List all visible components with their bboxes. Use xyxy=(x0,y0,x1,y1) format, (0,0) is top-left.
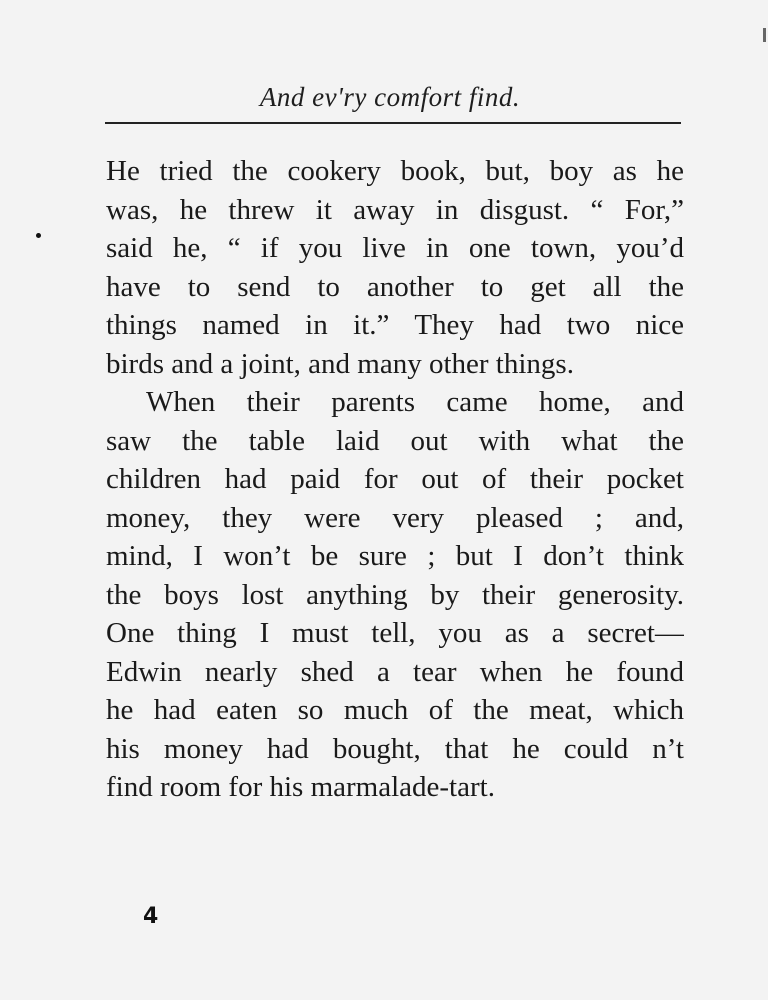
header-rule xyxy=(105,122,681,124)
text-line: find room for his marmalade-tart. xyxy=(106,771,495,803)
text-line: children had paid for out of their pocket xyxy=(106,463,684,495)
text-line: birds and a joint, and many other things. xyxy=(106,347,574,380)
text-line: was, he threw it away in disgust. “ For,” xyxy=(106,193,684,226)
text-line: One thing I must tell, you as a secret— xyxy=(106,617,684,649)
text-line: his money had bought, that he could n’t xyxy=(106,732,684,765)
text-line: the boys lost anything by their generosity. xyxy=(106,578,684,611)
text-line: he had eaten so much of the meat, which xyxy=(106,694,684,726)
text-line: things named in it.” They had two nice xyxy=(106,309,684,341)
text-line: When their parents came home, and xyxy=(146,386,684,418)
text-line: money, they were very pleased ; and, xyxy=(106,501,684,534)
scan-edge-mark xyxy=(763,28,766,42)
ink-speck xyxy=(36,233,41,238)
text-line: He tried the cookery book, but, boy as he xyxy=(106,155,684,187)
text-line: Edwin nearly shed a tear when he found xyxy=(106,655,684,688)
page-number: 4 xyxy=(143,904,159,929)
text-line: saw the table laid out with what the xyxy=(106,424,684,457)
text-line: have to send to another to get all the xyxy=(106,270,684,303)
running-header: And ev'ry comfort find. xyxy=(259,82,521,112)
body-text xyxy=(106,152,684,807)
text-line: said he, “ if you live in one town, you’d xyxy=(106,232,684,264)
text-line: mind, I won’t be sure ; but I don’t think xyxy=(106,540,684,572)
